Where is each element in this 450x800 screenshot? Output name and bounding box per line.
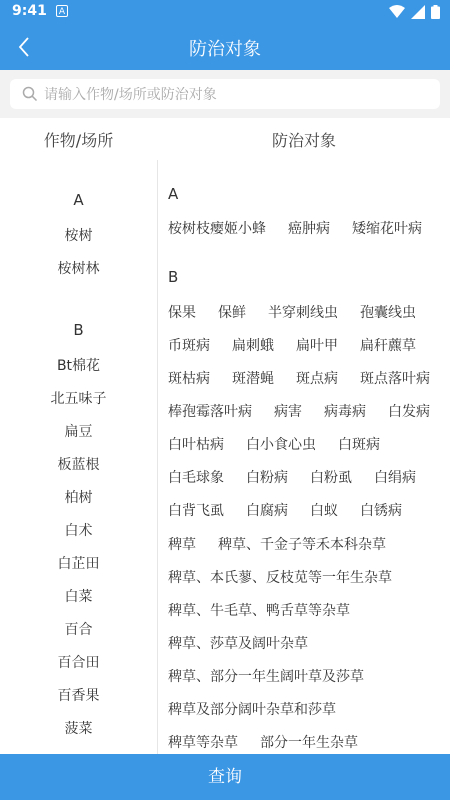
target-item[interactable]: 孢囊线虫 [360, 305, 416, 321]
target-item[interactable]: 半穿刺线虫 [268, 305, 338, 321]
crop-item[interactable]: 菠菜 [64, 721, 93, 737]
status-icons [389, 5, 440, 19]
page-title: 防治对象 [189, 39, 261, 60]
crop-item[interactable]: 桉树 [64, 228, 93, 244]
battery-icon [431, 5, 440, 19]
target-row [168, 467, 438, 487]
crop-item[interactable]: 白芷田 [57, 556, 100, 572]
search-input[interactable] [42, 79, 436, 111]
target-item[interactable]: 稗草及部分阔叶杂草和莎草 [168, 702, 336, 718]
target-list[interactable] [158, 160, 450, 754]
target-item[interactable]: 保鲜 [218, 305, 246, 321]
target-row [168, 534, 408, 554]
target-row [168, 302, 438, 322]
target-item[interactable]: 白粉虱 [310, 470, 352, 486]
section-letter-a: A [73, 191, 84, 209]
crop-item[interactable]: 板蓝根 [57, 457, 100, 473]
target-row [168, 666, 386, 686]
target-item[interactable]: 稗草、莎草及阔叶杂草 [168, 636, 308, 652]
target-item[interactable]: 斑点病 [296, 371, 338, 387]
section-letter-b: B [73, 321, 84, 339]
target-item[interactable]: 稗草、千金子等禾本科杂草 [218, 537, 386, 553]
target-row [168, 401, 450, 421]
status-bar [0, 0, 450, 24]
column-header-crop: 作物/场所 [43, 131, 114, 150]
target-item[interactable]: 稗草等杂草 [168, 735, 238, 751]
target-row [168, 434, 402, 454]
target-item[interactable]: 桉树枝瘿姬小蜂 [168, 221, 266, 237]
section-letter-a: A [168, 185, 179, 203]
target-item[interactable]: 棒孢霉落叶病 [168, 404, 252, 420]
target-item[interactable]: 癌肿病 [288, 221, 330, 237]
crop-item[interactable]: 百合 [64, 622, 93, 638]
title-bar [0, 24, 450, 70]
target-row [168, 699, 358, 719]
target-item[interactable]: 扁叶甲 [296, 338, 338, 354]
target-item[interactable]: 斑点落叶病 [360, 371, 430, 387]
target-item[interactable]: 保果 [168, 305, 196, 321]
target-item[interactable]: 白绢病 [374, 470, 416, 486]
target-item[interactable]: 白发病 [388, 404, 430, 420]
target-item[interactable]: 稗草 [168, 537, 196, 553]
target-row [168, 633, 330, 653]
target-item[interactable]: 白锈病 [360, 503, 402, 519]
crop-item[interactable]: 北五味子 [50, 391, 107, 407]
target-item[interactable]: 稗草、牛毛草、鸭舌草等杂草 [168, 603, 350, 619]
target-item[interactable]: 斑潜蝇 [232, 371, 274, 387]
target-row [168, 500, 424, 520]
target-item[interactable]: 稗草、部分一年生阔叶草及莎草 [168, 669, 364, 685]
target-row [168, 732, 380, 752]
target-item[interactable]: 病毒病 [324, 404, 366, 420]
search-box[interactable] [10, 79, 440, 109]
crop-item[interactable]: 百香果 [57, 688, 100, 704]
notification-icon: A [56, 5, 68, 17]
crop-list[interactable] [0, 160, 157, 754]
target-item[interactable]: 币斑病 [168, 338, 210, 354]
wifi-icon [389, 5, 405, 19]
crop-item[interactable]: 桉树林 [57, 261, 100, 277]
crop-item[interactable]: 柏树 [64, 490, 93, 506]
crop-item[interactable]: 百合田 [57, 655, 100, 671]
crop-item[interactable]: 扁豆 [64, 424, 93, 440]
target-item[interactable]: 白腐病 [246, 503, 288, 519]
target-item[interactable]: 病害 [274, 404, 302, 420]
target-item[interactable]: 白背飞虱 [168, 503, 224, 519]
target-row [168, 218, 444, 238]
target-item[interactable]: 白小食心虫 [246, 437, 316, 453]
target-row [168, 335, 438, 355]
search-icon [22, 86, 38, 102]
column-header-target: 防治对象 [271, 131, 336, 150]
search-bar [0, 70, 450, 118]
target-item[interactable]: 斑枯病 [168, 371, 210, 387]
target-item[interactable]: 矮缩花叶病 [352, 221, 422, 237]
target-item[interactable]: 白蚁 [310, 503, 338, 519]
target-item[interactable]: 白毛球象 [168, 470, 224, 486]
query-button[interactable]: 查询 [0, 754, 450, 800]
target-row [168, 368, 450, 388]
crop-item[interactable]: Bt棉花 [56, 358, 101, 374]
target-item[interactable]: 白粉病 [246, 470, 288, 486]
crop-item[interactable]: 白术 [64, 523, 93, 539]
crop-item[interactable]: 白菜 [64, 589, 93, 605]
status-time: 9:41 [12, 3, 47, 19]
target-row [168, 567, 414, 587]
target-item[interactable]: 白叶枯病 [168, 437, 224, 453]
target-item[interactable]: 白斑病 [338, 437, 380, 453]
target-item[interactable]: 扁刺蛾 [232, 338, 274, 354]
target-item[interactable]: 部分一年生杂草 [260, 735, 358, 751]
section-letter-b: B [168, 268, 179, 286]
signal-icon [411, 5, 425, 19]
target-row [168, 600, 372, 620]
target-item[interactable]: 稗草、本氏蓼、反枝苋等一年生杂草 [168, 570, 392, 586]
target-item[interactable]: 扁秆藨草 [360, 338, 416, 354]
